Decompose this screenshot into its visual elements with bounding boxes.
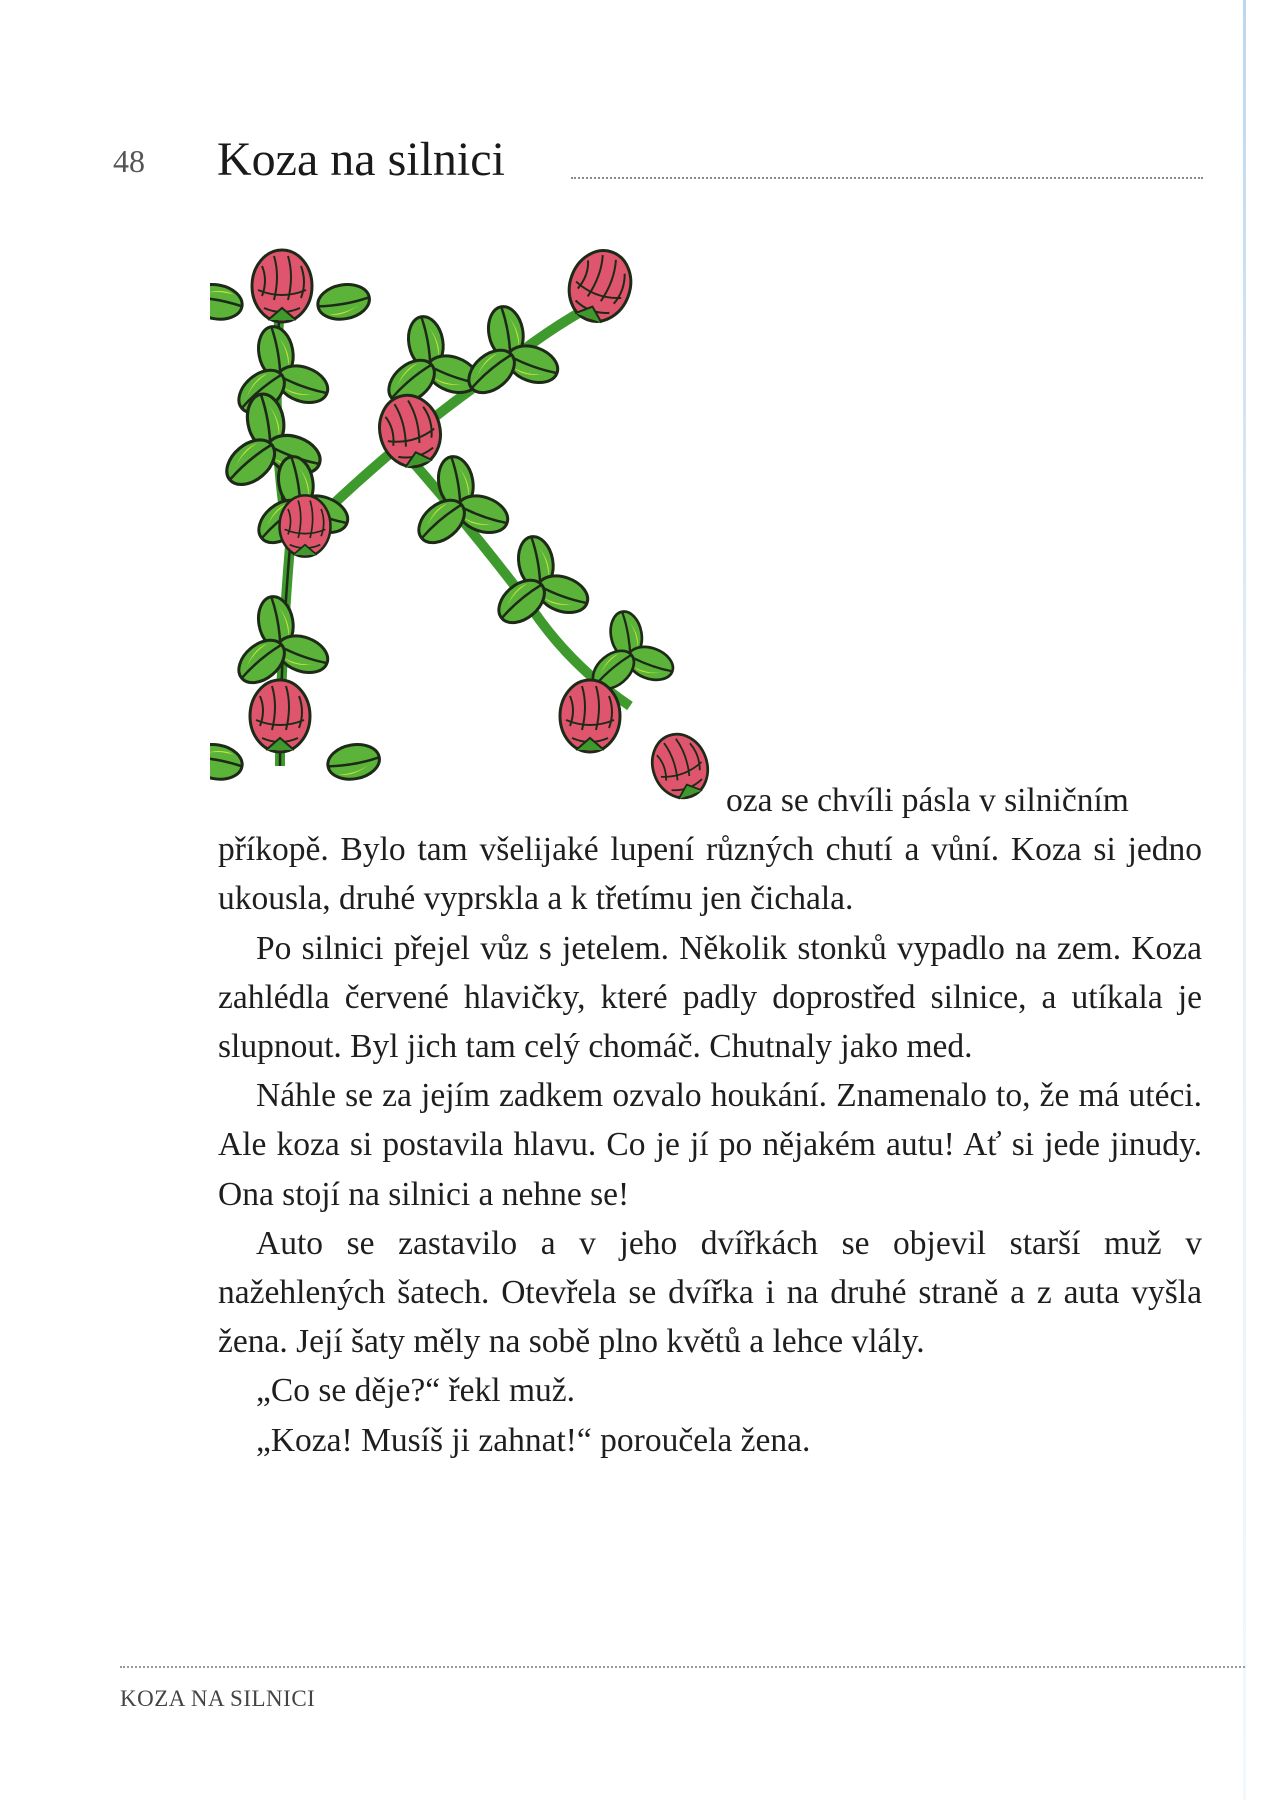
- story-dialogue: „Koza! Musíš ji zahnat!“ poroučela žena.: [256, 1421, 811, 1459]
- story-paragraph: Po silnici přejel vůz s jetelem. Několik stonků vypadlo na zem. Koza zahlédla červené hlavičky, které padly doprostřed silnice, a utíkala je slupnout. Byl jich tam celý chomáč. Chutnaly jako med.: [218, 929, 1202, 1066]
- page-title: Koza na silnici: [217, 133, 505, 186]
- story-paragraph: příkopě. Bylo tam všelijaké lupení různých chutí a vůní. Koza si jedno ukousla, druhé vyprskla a k třetímu jen čichala.: [218, 831, 1202, 918]
- story-paragraph: Náhle se za jejím zadkem ozvalo houkání. Znamenalo to, že má utéci. Ale koza si postavila hlavu. Co je jí po nějakém autu! Ať si jede jinudy. Ona stojí na silnici a nehne se!: [218, 1077, 1202, 1213]
- story-paragraph: Auto se zastavilo a v jeho dvířkách se objevil starší muž v nažehlených šatech. Otevřela se dvířka i na druhé straně a z auta vyšla žena. Její šaty měly na sobě plno květů a lehce vlály.: [218, 1224, 1202, 1361]
- running-footer-title: KOZA NA SILNICI: [120, 1686, 316, 1711]
- page-header: [113, 132, 1203, 192]
- story-dialogue: „Co se děje?“ řekl muž.: [256, 1372, 576, 1410]
- page-edge: [1243, 0, 1246, 1800]
- story-first-line: oza se chvíli pásla v silničním: [726, 782, 1129, 819]
- clover-letter-k-icon: [210, 246, 730, 812]
- story-text: [218, 776, 1202, 1465]
- page-number: 48: [113, 143, 145, 179]
- footer-dotted-rule: [120, 1666, 1245, 1668]
- header-dotted-rule: [571, 177, 1203, 179]
